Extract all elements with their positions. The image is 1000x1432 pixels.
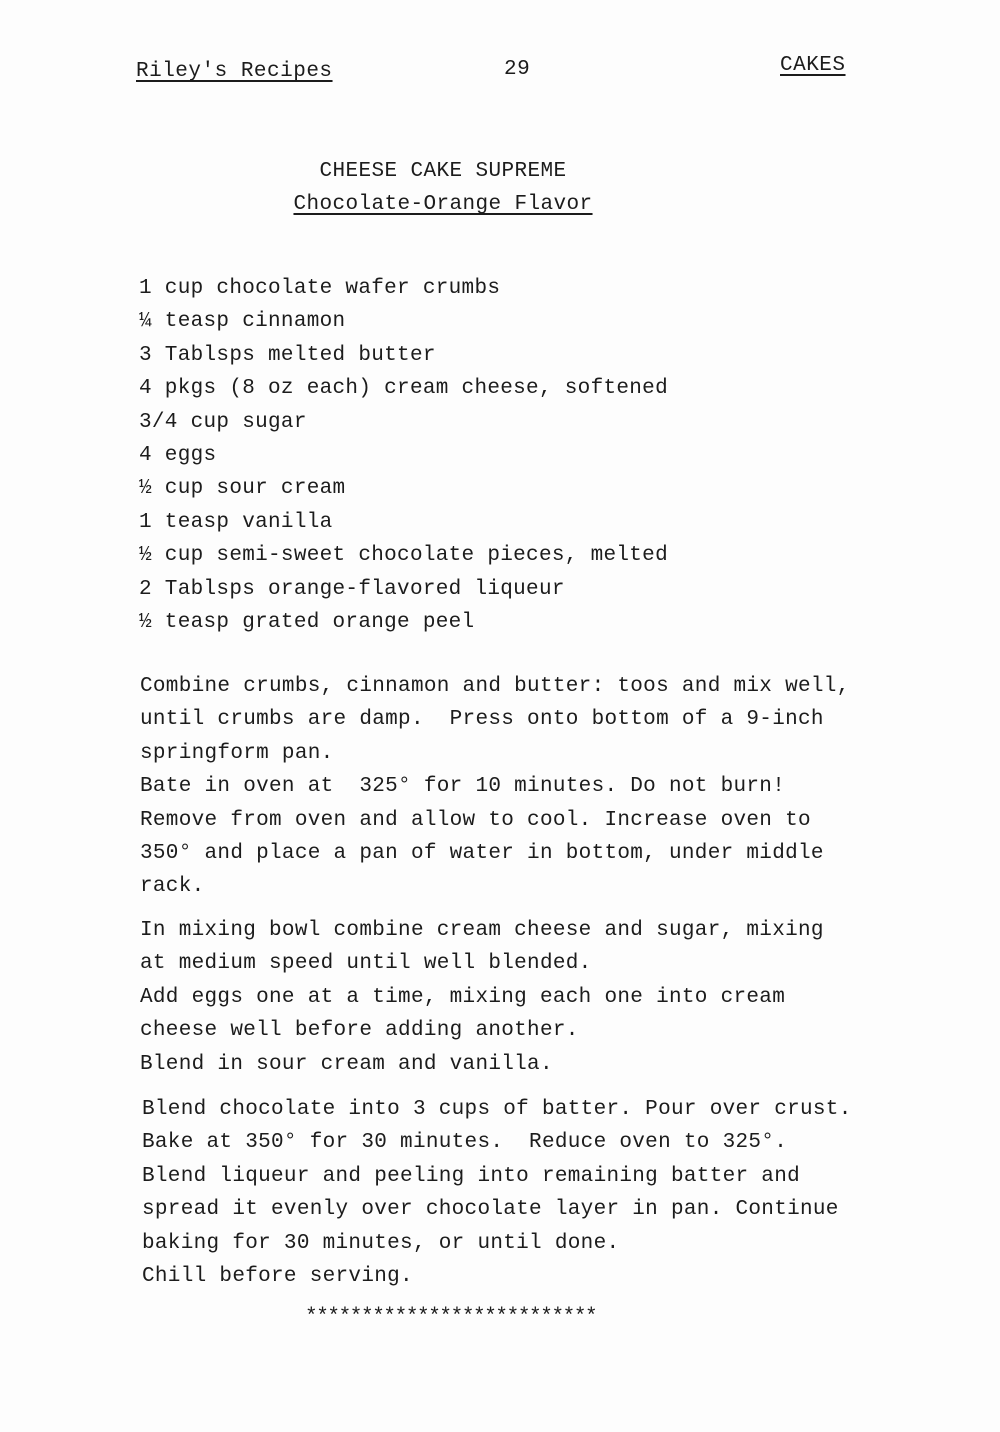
direction-line: Remove from oven and allow to cool. Increase oven to bbox=[140, 808, 811, 832]
direction-line: Combine crumbs, cinnamon and butter: toos and mix well, bbox=[140, 675, 850, 698]
direction-line: baking for 30 minutes, or until done. bbox=[142, 1231, 620, 1255]
ingredient-item: ½ cup sour cream bbox=[139, 477, 346, 501]
direction-line: Blend liqueur and peeling into remaining batter and bbox=[142, 1164, 801, 1188]
recipe-subtitle: Chocolate-Orange Flavor bbox=[293, 193, 593, 216]
book-title: Riley's Recipes bbox=[136, 60, 333, 83]
direction-line: 350° and place a pan of water in bottom, under middle bbox=[140, 841, 824, 865]
ingredient-item: ¼ teasp cinnamon bbox=[139, 310, 346, 334]
direction-line: Blend chocolate into 3 cups of batter. Pour over crust. bbox=[142, 1098, 852, 1121]
ingredient-item: ½ teasp grated orange peel bbox=[139, 610, 475, 634]
direction-line: Add eggs one at a time, mixing each one into cream bbox=[140, 985, 786, 1009]
directions-bake bbox=[142, 1093, 902, 1293]
ingredient-item: 1 cup chocolate wafer crumbs bbox=[139, 277, 501, 300]
direction-line: spread it evenly over chocolate layer in pan. Continue bbox=[142, 1198, 839, 1222]
direction-line: In mixing bowl combine cream cheese and sugar, mixing bbox=[140, 919, 824, 942]
ingredient-list bbox=[139, 272, 668, 639]
ingredient-item: 3 Tablsps melted butter bbox=[139, 343, 436, 367]
direction-line: at medium speed until well blended. bbox=[140, 952, 592, 976]
direction-line: Chill before serving. bbox=[142, 1264, 413, 1288]
ingredient-item: 2 Tablsps orange-flavored liqueur bbox=[139, 577, 565, 601]
direction-line: until crumbs are damp. Press onto bottom of a 9-inch bbox=[140, 708, 824, 732]
ingredient-item: 4 eggs bbox=[139, 443, 217, 467]
end-divider: ************************** bbox=[305, 1306, 597, 1329]
section-title: CAKES bbox=[780, 54, 846, 77]
ingredient-item: 1 teasp vanilla bbox=[139, 510, 333, 534]
directions-batter bbox=[140, 914, 900, 1081]
direction-line: Bate in oven at 325° for 10 minutes. Do not burn! bbox=[140, 775, 786, 799]
direction-line: Blend in sour cream and vanilla. bbox=[140, 1052, 553, 1076]
direction-line: cheese well before adding another. bbox=[140, 1019, 579, 1043]
direction-line: rack. bbox=[140, 875, 205, 899]
direction-line: springform pan. bbox=[140, 741, 334, 765]
direction-line: Bake at 350° for 30 minutes. Reduce oven to 325°. bbox=[142, 1131, 788, 1155]
directions-crust bbox=[140, 670, 900, 904]
ingredient-item: ½ cup semi-sweet chocolate pieces, melted bbox=[139, 544, 668, 568]
page-number: 29 bbox=[504, 58, 531, 81]
recipe-title: CHEESE CAKE SUPREME bbox=[319, 160, 567, 183]
ingredient-item: 4 pkgs (8 oz each) cream cheese, softened bbox=[139, 377, 668, 401]
ingredient-item: 3/4 cup sugar bbox=[139, 410, 307, 434]
